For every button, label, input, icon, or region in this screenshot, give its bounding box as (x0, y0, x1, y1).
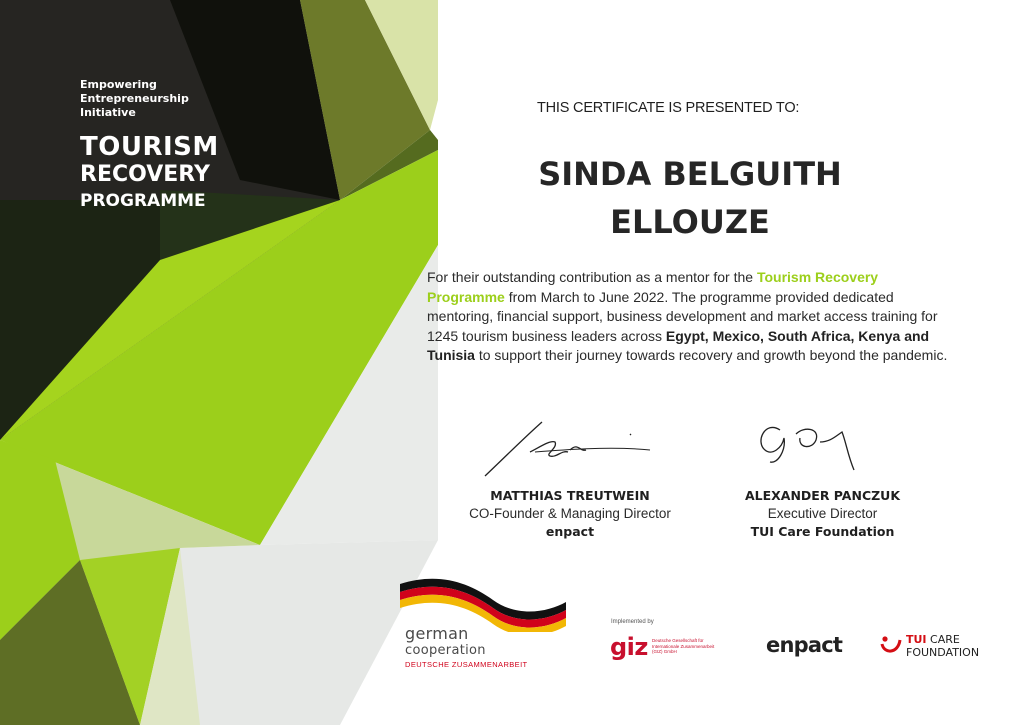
tui-smile-icon (880, 634, 902, 656)
bg-shape-grey-lower (180, 540, 438, 725)
signature-2-icon (710, 412, 935, 482)
body-countries: Egypt, Mexico, South Africa, Kenya and Tunisia (427, 327, 930, 363)
body-outro: to support their journey towards recovery and growth beyond the pandemic. (474, 347, 948, 363)
recipient-name-line2: ELLOUZE (610, 203, 770, 241)
program-title-line2: RECOVERY (80, 162, 210, 187)
signatory-2-role: Executive Director (767, 506, 878, 521)
tui-care-line (906, 634, 960, 646)
signatory-1-role: CO-Founder & Managing Director (469, 506, 671, 521)
body-program-name: Tourism Recovery Programme (427, 269, 879, 305)
program-branding (80, 78, 220, 214)
certificate-heading: THIS CERTIFICATE IS PRESENTED TO: (537, 100, 800, 116)
german-cooperation-subline: DEUTSCHE ZUSAMMENARBEIT (405, 660, 528, 669)
certificate-body (427, 268, 957, 366)
body-middle: from March to June 2022. The programme provided dedicated mentoring, financial support, business development and market access training for 1245 tourism business leaders across (427, 288, 938, 344)
program-title-line3: PROGRAMME (80, 191, 206, 211)
recipient-name-line1: SINDA BELGUITH (538, 155, 842, 193)
giz-logo: giz (610, 633, 648, 661)
program-title-line1: TOURISM (80, 132, 219, 162)
enpact-logo: enpact (766, 633, 843, 657)
signatory-1 (450, 412, 690, 541)
recipient-name (450, 150, 930, 246)
body-intro: For their outstanding contribution as a mentor for the (427, 269, 757, 285)
tui-brand: TUI (906, 633, 927, 646)
signatory-1-name: MATTHIAS TREUTWEIN (490, 488, 650, 503)
tui-care: CARE (930, 633, 960, 646)
program-tagline: Empowering Entrepreneurship Initiative (80, 78, 189, 119)
giz-description: Deutsche Gesellschaft für Internationale Zusammenarbeit (GIZ) GmbH (652, 638, 715, 654)
german-cooperation-line2: cooperation (405, 643, 486, 658)
signatory-2 (710, 412, 935, 541)
program-title (80, 132, 220, 214)
signatory-2-name: ALEXANDER PANCZUK (744, 488, 901, 503)
signatory-1-org: enpact (545, 524, 595, 539)
giz-implemented-by: Implemented by (611, 619, 654, 625)
tui-foundation-line: FOUNDATION (906, 646, 980, 659)
german-cooperation-line1: german (405, 624, 469, 643)
signature-1-icon (450, 412, 690, 482)
german-flag-ribbon-icon (398, 572, 568, 632)
signatory-2-org: TUI Care Foundation (750, 524, 895, 539)
